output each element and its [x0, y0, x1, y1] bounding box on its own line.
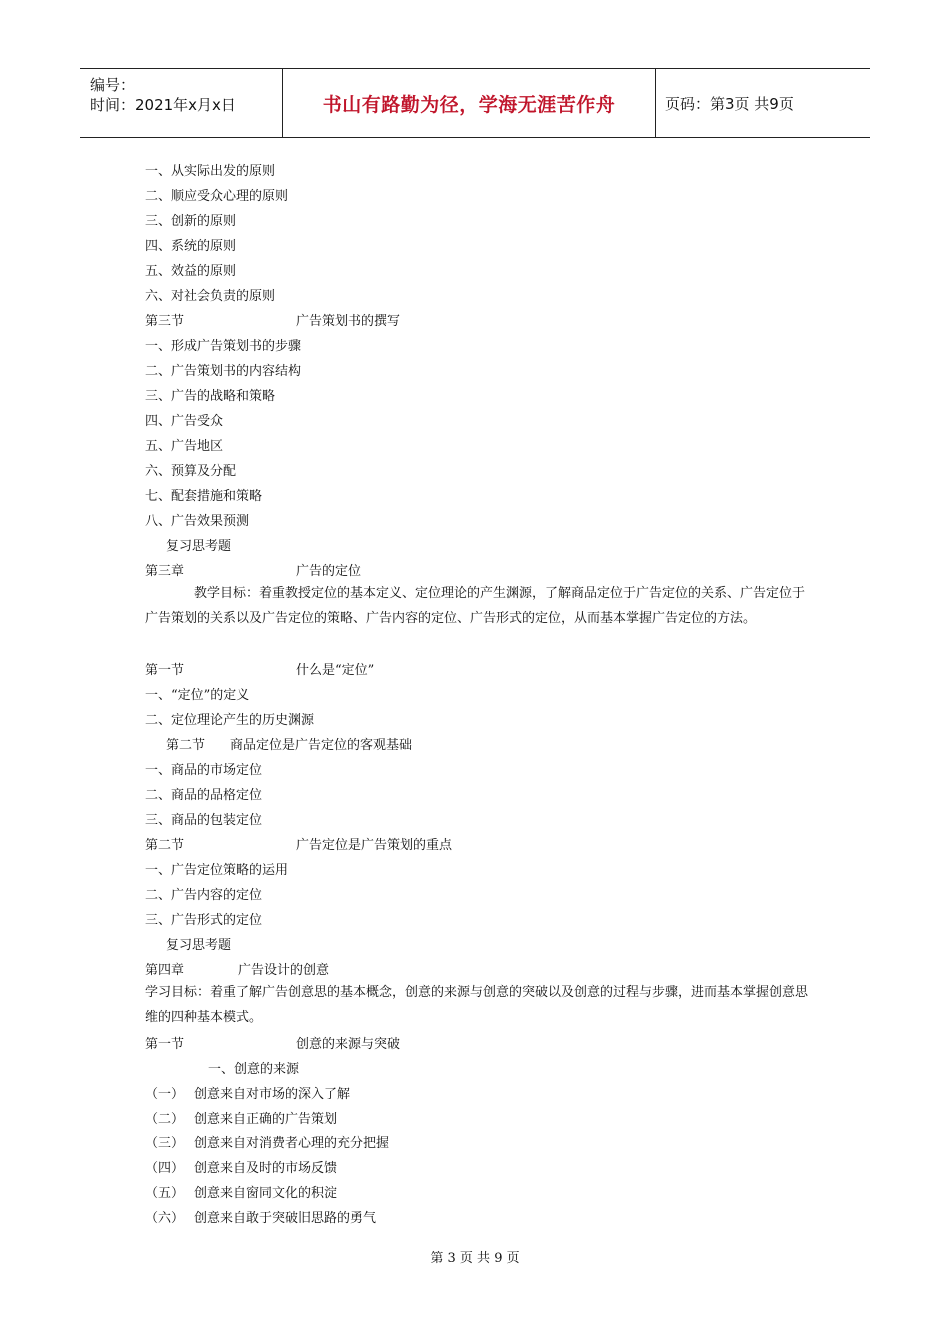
- review-questions: 复习思考题: [166, 539, 232, 554]
- section-title: 广告策划书的撰写: [296, 314, 401, 329]
- time-label: 时间：2021年x月x日: [90, 96, 236, 114]
- number-label: 编号：: [90, 76, 136, 94]
- outline-item: 二、广告策划书的内容结构: [145, 364, 302, 379]
- outline-item: 三、广告的战略和策略: [145, 389, 276, 404]
- outline-item: 六、对社会负责的原则: [145, 289, 276, 304]
- outline-item: 六、预算及分配: [145, 464, 237, 479]
- sub-item-number: （三）: [145, 1136, 185, 1151]
- sub-item-number: （四）: [145, 1161, 185, 1176]
- sub-item-number: （五）: [145, 1186, 185, 1201]
- teaching-objective: 教学目标：着重教授定位的基本定义、定位理论的产生渊源，了解商品定位于广告定位的关系、广告定位于广告策划的关系以及广告定位的策略、广告内容的定位、广告形式的定位，从而基本掌握广告定位的方法。: [145, 586, 806, 626]
- learning-objective: 学习目标：着重了解广告创意思的基本概念，创意的来源与创意的突破以及创意的过程与步骤，进而基本掌握创意思维的四种基本模式。: [145, 985, 809, 1025]
- review-questions: 复习思考题: [166, 938, 232, 953]
- section-title: 创意的来源与突破: [296, 1037, 401, 1052]
- sub-item-text: 创意来自窗同文化的积淀: [194, 1186, 338, 1201]
- outline-item: 四、系统的原则: [145, 239, 237, 254]
- outline-item: 一、“定位”的定义: [145, 688, 250, 703]
- outline-item: 一、创意的来源: [208, 1062, 300, 1077]
- section-number: 第一节: [145, 1037, 185, 1052]
- sub-item-number: （六）: [145, 1211, 185, 1226]
- outline-item: 二、广告内容的定位: [145, 888, 263, 903]
- outline-item: 三、创新的原则: [145, 214, 237, 229]
- outline-item: 七、配套措施和策略: [145, 489, 263, 504]
- sub-item-number: （二）: [145, 1112, 185, 1127]
- sub-item-text: 创意来自对市场的深入了解: [194, 1087, 351, 1102]
- header-meta: [90, 75, 236, 115]
- outline-item: 五、广告地区: [145, 439, 224, 454]
- header-divider: [655, 69, 656, 137]
- sub-item-text: 创意来自对消费者心理的充分把握: [194, 1136, 390, 1151]
- header-motto: 书山有路勤为径，学海无涯苦作舟: [322, 93, 616, 116]
- outline-item: 四、广告受众: [145, 414, 224, 429]
- chapter-title: 广告的定位: [296, 564, 362, 579]
- section-number: 第三节: [145, 314, 185, 329]
- outline-item: 一、商品的市场定位: [145, 763, 263, 778]
- outline-item: 二、定位理论产生的历史渊源: [145, 713, 315, 728]
- section-title: 广告定位是广告策划的重点: [296, 838, 453, 853]
- section-number: 第二节: [166, 738, 206, 753]
- chapter-number: 第四章: [145, 963, 185, 978]
- sub-item-number: （一）: [145, 1087, 185, 1102]
- header-page-info: 页码：第3页 共9页: [665, 94, 794, 113]
- outline-item: 五、效益的原则: [145, 264, 237, 279]
- section-title: 商品定位是广告定位的客观基础: [230, 738, 413, 753]
- outline-item: 三、商品的包装定位: [145, 813, 263, 828]
- section-number: 第一节: [145, 663, 185, 678]
- outline-item: 三、广告形式的定位: [145, 913, 263, 928]
- section-title: 什么是“定位”: [296, 663, 375, 678]
- outline-item: 二、商品的品格定位: [145, 788, 263, 803]
- outline-item: 一、从实际出发的原则: [145, 164, 276, 179]
- chapter-title: 广告设计的创意: [238, 963, 330, 978]
- document-header: [80, 68, 870, 138]
- sub-item-text: 创意来自及时的市场反馈: [194, 1161, 338, 1176]
- page-footer: [0, 1247, 950, 1266]
- chapter-number: 第三章: [145, 564, 185, 579]
- outline-item: 一、形成广告策划书的步骤: [145, 339, 302, 354]
- sub-item-text: 创意来自正确的广告策划: [194, 1112, 338, 1127]
- footer-page-number: 第 3 页 共 9 页: [430, 1251, 520, 1266]
- outline-item: 一、广告定位策略的运用: [145, 863, 289, 878]
- outline-item: 二、顺应受众心理的原则: [145, 189, 289, 204]
- outline-item: 八、广告效果预测: [145, 514, 250, 529]
- sub-item-text: 创意来自敢于突破旧思路的勇气: [194, 1211, 377, 1226]
- section-number: 第二节: [145, 838, 185, 853]
